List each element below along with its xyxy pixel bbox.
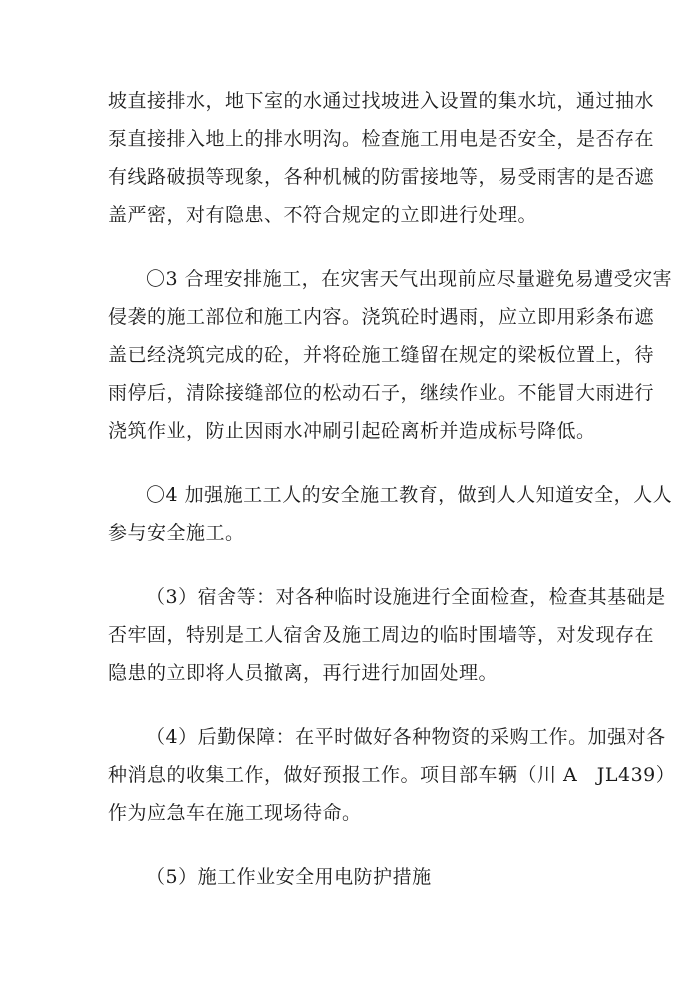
text-line: 侵袭的施工部位和施工内容。浇筑砼时遇雨，应立即用彩条布遮 bbox=[108, 306, 655, 328]
paragraph-item-3-schedule bbox=[108, 260, 673, 450]
text-line: （4）后勤保障：在平时做好各种物资的采购工作。加强对各 bbox=[146, 726, 666, 748]
text-line: 否牢固，特别是工人宿舍及施工周边的临时围墙等，对发现存在 bbox=[108, 624, 655, 646]
text-line: 有线路破损等现象，各种机械的防雷接地等，易受雨害的是否遮 bbox=[108, 166, 655, 188]
paragraph-section-4-logistics bbox=[108, 718, 676, 832]
text-line: （3）宿舍等：对各种临时设施进行全面检查，检查其基础是 bbox=[146, 586, 666, 608]
text-line: 〇4 加强施工工人的安全施工教育，做到人人知道安全，人人 bbox=[146, 484, 673, 506]
text-line: 盖严密，对有隐患、不符合规定的立即进行处理。 bbox=[108, 204, 538, 226]
text-line: （5）施工作业安全用电防护措施 bbox=[146, 866, 432, 888]
text-line: 雨停后，清除接缝部位的松动石子，继续作业。不能冒大雨进行 bbox=[108, 382, 655, 404]
section-heading-5-electrical-safety bbox=[108, 858, 608, 896]
paragraph-item-4-education bbox=[108, 476, 673, 552]
document-page bbox=[108, 82, 676, 922]
text-line: 坡直接排水，地下室的水通过找坡进入设置的集水坑，通过抽水 bbox=[108, 90, 655, 112]
paragraph-drainage bbox=[108, 82, 655, 234]
paragraph-section-3-dormitory bbox=[108, 578, 666, 692]
text-line: 种消息的收集工作，做好预报工作。项目部车辆（川 A JL439） bbox=[108, 764, 676, 786]
text-line: 泵直接排入地上的排水明沟。检查施工用电是否安全，是否存在 bbox=[108, 128, 655, 150]
text-line: 参与安全施工。 bbox=[108, 522, 245, 544]
text-line: 作为应急车在施工现场待命。 bbox=[108, 802, 362, 824]
text-line: 盖已经浇筑完成的砼，并将砼施工缝留在规定的梁板位置上，待 bbox=[108, 344, 655, 366]
text-line: 浇筑作业，防止因雨水冲刷引起砼离析并造成标号降低。 bbox=[108, 420, 596, 442]
text-line: 隐患的立即将人员撤离，再行进行加固处理。 bbox=[108, 662, 499, 684]
text-line: 〇3 合理安排施工，在灾害天气出现前应尽量避免易遭受灾害 bbox=[146, 268, 673, 290]
